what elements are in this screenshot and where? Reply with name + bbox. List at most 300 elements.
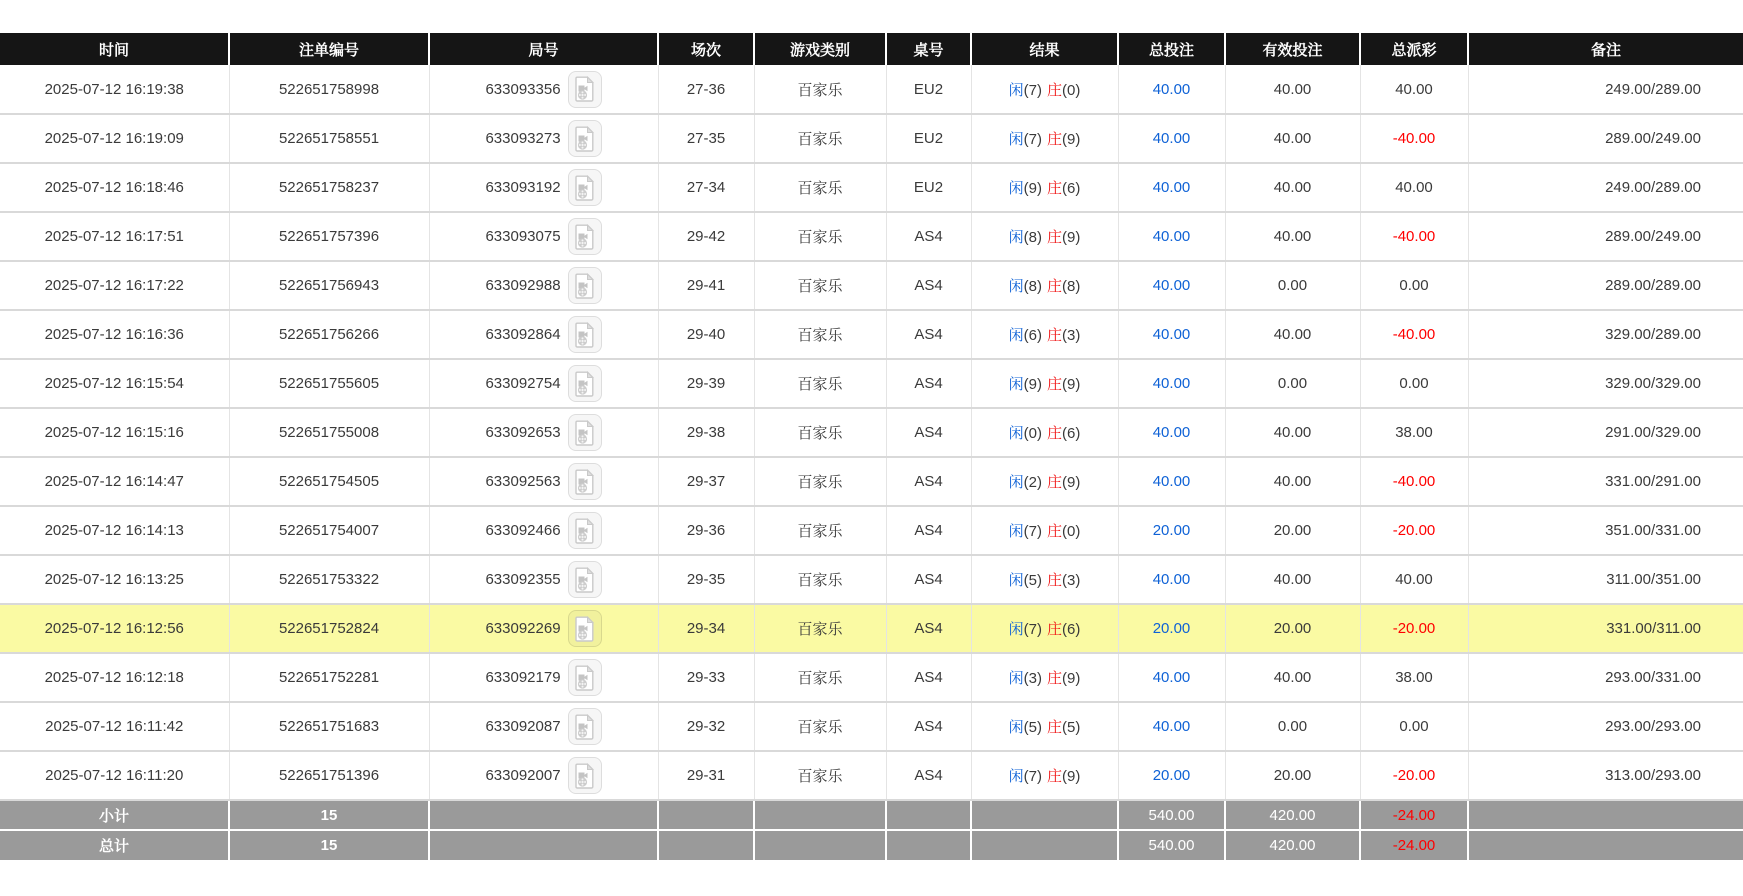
player-label: 闲 [1008, 131, 1024, 148]
round-number: 633092864 [485, 326, 561, 343]
round-number: 633093192 [485, 179, 561, 196]
round-cell [429, 212, 658, 261]
total-bet-link[interactable]: 20.00 [1152, 767, 1191, 784]
total-bet-link[interactable]: 40.00 [1152, 424, 1191, 441]
payout-cell: -20.00 [1360, 604, 1468, 653]
video-replay-icon [574, 763, 596, 789]
banker-score: (6) [1062, 180, 1081, 197]
video-replay-button[interactable] [568, 561, 602, 598]
round-number: 633092007 [485, 767, 561, 784]
video-replay-button[interactable] [568, 708, 602, 745]
result-player [1009, 131, 1042, 148]
player-label: 闲 [1008, 278, 1024, 295]
video-replay-button[interactable] [568, 169, 602, 206]
remark-cell: 351.00/331.00 [1468, 506, 1743, 555]
remark-cell: 293.00/293.00 [1468, 702, 1743, 751]
total-bet-cell [1118, 506, 1225, 555]
bet-id-cell: 522651757396 [229, 212, 429, 261]
bet-id-cell: 522651754505 [229, 457, 429, 506]
banker-score: (9) [1062, 670, 1081, 687]
session-cell: 29-34 [658, 604, 754, 653]
table-row[interactable] [0, 653, 1743, 702]
result-banker [1047, 719, 1080, 736]
payout-cell: 40.00 [1360, 163, 1468, 212]
banker-label: 庄 [1047, 81, 1063, 99]
valid-bet-cell: 40.00 [1225, 114, 1360, 163]
player-score: (9) [1023, 180, 1042, 197]
total-bet-link[interactable]: 40.00 [1152, 277, 1191, 294]
total-bet-cell [1118, 408, 1225, 457]
remark-cell: 329.00/329.00 [1468, 359, 1743, 408]
player-score: (8) [1023, 278, 1042, 295]
player-score: (3) [1023, 670, 1042, 687]
game-type-cell: 百家乐 [754, 604, 886, 653]
column-header: 总投注 [1118, 33, 1225, 65]
video-replay-icon [574, 126, 596, 152]
table-no-cell: AS4 [886, 212, 971, 261]
payout-cell: 0.00 [1360, 702, 1468, 751]
video-replay-button[interactable] [568, 267, 602, 304]
session-cell: 29-41 [658, 261, 754, 310]
table-row[interactable] [0, 506, 1743, 555]
video-replay-icon [574, 714, 596, 740]
column-header: 场次 [658, 33, 754, 65]
banker-label: 庄 [1047, 768, 1063, 785]
remark-cell: 291.00/329.00 [1468, 408, 1743, 457]
video-replay-icon [574, 518, 596, 544]
result-cell [971, 604, 1118, 653]
round-cell [429, 408, 658, 457]
banker-label: 庄 [1047, 572, 1063, 589]
video-replay-button[interactable] [568, 659, 602, 696]
table-header [0, 33, 1743, 65]
round-cell [429, 506, 658, 555]
payout-cell: -40.00 [1360, 457, 1468, 506]
total-bet-link[interactable]: 40.00 [1152, 80, 1191, 98]
payout-cell: 40.00 [1360, 65, 1468, 114]
result-banker [1047, 180, 1080, 197]
time-cell: 2025-07-12 16:18:46 [0, 163, 229, 212]
banker-label: 庄 [1047, 523, 1063, 540]
total-bet-link[interactable]: 40.00 [1152, 375, 1191, 392]
game-type-cell: 百家乐 [754, 114, 886, 163]
round-cell [429, 163, 658, 212]
bet-id-cell: 522651755605 [229, 359, 429, 408]
table-row[interactable] [0, 212, 1743, 261]
subtotal-empty-cell [886, 800, 971, 830]
video-replay-button[interactable] [568, 120, 602, 157]
column-header: 总派彩 [1360, 33, 1468, 65]
player-label: 闲 [1008, 425, 1024, 442]
result-cell [971, 212, 1118, 261]
subtotal-empty-cell [429, 800, 658, 830]
valid-bet-cell: 0.00 [1225, 359, 1360, 408]
banker-label: 庄 [1047, 229, 1063, 246]
banker-label: 庄 [1047, 719, 1063, 736]
video-replay-icon [574, 224, 596, 250]
result-player [1009, 670, 1042, 687]
total-bet-link[interactable]: 20.00 [1152, 620, 1191, 637]
total-bet-link[interactable]: 40.00 [1152, 571, 1191, 588]
result-banker [1047, 572, 1080, 589]
player-score: (7) [1023, 768, 1042, 785]
bet-id-cell: 522651758998 [229, 65, 429, 114]
video-replay-icon [574, 665, 596, 691]
table-row[interactable] [0, 408, 1743, 457]
game-type-cell: 百家乐 [754, 212, 886, 261]
valid-bet-cell: 20.00 [1225, 751, 1360, 800]
remark-cell: 311.00/351.00 [1468, 555, 1743, 604]
total-bet-cell [1118, 702, 1225, 751]
banker-label: 庄 [1047, 180, 1063, 197]
total-empty-cell [429, 830, 658, 860]
banker-label: 庄 [1047, 474, 1063, 491]
table-no-cell: AS4 [886, 751, 971, 800]
player-score: (7) [1023, 523, 1042, 540]
time-cell: 2025-07-12 16:15:54 [0, 359, 229, 408]
table-row[interactable] [0, 114, 1743, 163]
result-banker [1047, 376, 1080, 393]
time-cell: 2025-07-12 16:11:20 [0, 751, 229, 800]
table-row[interactable] [0, 702, 1743, 751]
remark-cell: 329.00/289.00 [1468, 310, 1743, 359]
result-banker [1047, 425, 1080, 442]
player-label: 闲 [1008, 81, 1024, 99]
game-type-cell: 百家乐 [754, 653, 886, 702]
subtotal-empty-cell [971, 800, 1118, 830]
payout-cell: -20.00 [1360, 751, 1468, 800]
total-empty-cell [754, 830, 886, 860]
round-cell [429, 604, 658, 653]
column-header: 有效投注 [1225, 33, 1360, 65]
bet-records-table [0, 33, 1743, 860]
round-cell [429, 310, 658, 359]
total-bet-cell [1118, 457, 1225, 506]
result-player [1009, 180, 1042, 197]
result-cell [971, 359, 1118, 408]
player-score: (6) [1023, 327, 1042, 344]
game-type-cell: 百家乐 [754, 457, 886, 506]
subtotal-payout: -24.00 [1360, 800, 1468, 830]
result-player [1009, 474, 1042, 491]
total-bet-cell [1118, 212, 1225, 261]
result-player [1009, 376, 1042, 393]
video-replay-button[interactable] [568, 512, 602, 549]
remark-cell: 331.00/291.00 [1468, 457, 1743, 506]
table-row[interactable] [0, 359, 1743, 408]
table-row[interactable] [0, 555, 1743, 604]
round-number: 633092179 [485, 669, 561, 686]
bet-id-cell: 522651756266 [229, 310, 429, 359]
round-number: 633092087 [485, 718, 561, 735]
table-no-cell: AS4 [886, 310, 971, 359]
time-cell: 2025-07-12 16:16:36 [0, 310, 229, 359]
time-cell: 2025-07-12 16:19:38 [0, 65, 229, 114]
result-banker [1047, 327, 1080, 344]
video-replay-button[interactable] [568, 365, 602, 402]
video-replay-icon [574, 322, 596, 348]
valid-bet-cell: 0.00 [1225, 702, 1360, 751]
total-bet-cell [1118, 555, 1225, 604]
player-label: 闲 [1008, 572, 1024, 589]
table-row[interactable] [0, 310, 1743, 359]
result-banker [1047, 474, 1080, 491]
result-cell [971, 653, 1118, 702]
bet-id-cell: 522651753322 [229, 555, 429, 604]
table-no-cell: EU2 [886, 65, 971, 114]
payout-cell: 38.00 [1360, 653, 1468, 702]
video-replay-icon [574, 469, 596, 495]
subtotal-empty-cell [658, 800, 754, 830]
table-row[interactable] [0, 457, 1743, 506]
valid-bet-cell: 40.00 [1225, 65, 1360, 114]
round-number: 633092563 [485, 473, 561, 490]
subtotal-valid-bet: 420.00 [1225, 800, 1360, 830]
session-cell: 29-37 [658, 457, 754, 506]
result-banker [1047, 278, 1080, 295]
column-header: 时间 [0, 33, 229, 65]
session-cell: 27-34 [658, 163, 754, 212]
game-type-cell: 百家乐 [754, 408, 886, 457]
table-no-cell: AS4 [886, 408, 971, 457]
column-header: 局号 [429, 33, 658, 65]
round-cell [429, 359, 658, 408]
valid-bet-cell: 40.00 [1225, 163, 1360, 212]
subtotal-count: 15 [229, 800, 429, 830]
remark-cell: 289.00/249.00 [1468, 212, 1743, 261]
session-cell: 29-36 [658, 506, 754, 555]
video-replay-icon [574, 175, 596, 201]
game-type-cell: 百家乐 [754, 751, 886, 800]
result-cell [971, 310, 1118, 359]
video-replay-icon [574, 616, 596, 642]
table-row[interactable] [0, 751, 1743, 800]
column-header: 备注 [1468, 33, 1743, 65]
game-type-cell: 百家乐 [754, 702, 886, 751]
bet-id-cell: 522651758551 [229, 114, 429, 163]
bet-id-cell: 522651751683 [229, 702, 429, 751]
banker-score: (3) [1062, 572, 1081, 589]
payout-cell: 40.00 [1360, 555, 1468, 604]
banker-label: 庄 [1047, 131, 1063, 148]
game-type-cell: 百家乐 [754, 506, 886, 555]
session-cell: 29-33 [658, 653, 754, 702]
subtotal-empty-cell [754, 800, 886, 830]
remark-cell: 249.00/289.00 [1468, 163, 1743, 212]
player-score: (5) [1023, 572, 1042, 589]
column-header: 桌号 [886, 33, 971, 65]
total-label: 总计 [0, 830, 229, 860]
round-number: 633093356 [485, 80, 561, 98]
round-number: 633092466 [485, 522, 561, 539]
round-number: 633092653 [485, 424, 561, 441]
player-score: (7) [1023, 131, 1042, 148]
banker-score: (9) [1062, 131, 1081, 148]
total-bet-cell [1118, 653, 1225, 702]
banker-score: (9) [1062, 768, 1081, 785]
valid-bet-cell: 40.00 [1225, 457, 1360, 506]
video-replay-icon [574, 273, 596, 299]
table-no-cell: AS4 [886, 457, 971, 506]
valid-bet-cell: 40.00 [1225, 310, 1360, 359]
table-no-cell: EU2 [886, 163, 971, 212]
player-score: (2) [1023, 474, 1042, 491]
total-bet-link[interactable]: 40.00 [1152, 326, 1191, 343]
bet-id-cell: 522651751396 [229, 751, 429, 800]
table-no-cell: AS4 [886, 555, 971, 604]
total-empty-cell [886, 830, 971, 860]
valid-bet-cell: 40.00 [1225, 653, 1360, 702]
result-cell [971, 702, 1118, 751]
video-replay-button[interactable] [568, 414, 602, 451]
result-player [1009, 229, 1042, 246]
result-cell [971, 408, 1118, 457]
payout-cell: -40.00 [1360, 310, 1468, 359]
round-cell [429, 751, 658, 800]
bet-id-cell: 522651754007 [229, 506, 429, 555]
time-cell: 2025-07-12 16:17:22 [0, 261, 229, 310]
video-replay-button[interactable] [568, 463, 602, 500]
round-cell [429, 261, 658, 310]
table-no-cell: AS4 [886, 702, 971, 751]
video-replay-icon [574, 76, 596, 102]
column-header: 游戏类别 [754, 33, 886, 65]
subtotal-row [0, 800, 1743, 830]
banker-score: (9) [1062, 474, 1081, 491]
session-cell: 27-35 [658, 114, 754, 163]
player-label: 闲 [1008, 621, 1024, 638]
column-header: 注单编号 [229, 33, 429, 65]
round-number: 633092355 [485, 571, 561, 588]
valid-bet-cell: 40.00 [1225, 212, 1360, 261]
video-replay-button[interactable] [568, 71, 602, 108]
round-cell [429, 653, 658, 702]
table-row[interactable] [0, 604, 1743, 653]
result-cell [971, 555, 1118, 604]
total-valid-bet: 420.00 [1225, 830, 1360, 860]
video-replay-button[interactable] [568, 757, 602, 794]
player-score: (7) [1023, 621, 1042, 638]
total-payout: -24.00 [1360, 830, 1468, 860]
banker-label: 庄 [1047, 278, 1063, 295]
banker-label: 庄 [1047, 670, 1063, 687]
table-row[interactable] [0, 261, 1743, 310]
table-row[interactable] [0, 65, 1743, 114]
total-bet-link[interactable]: 40.00 [1152, 179, 1191, 196]
result-banker [1047, 523, 1080, 540]
player-score: (8) [1023, 229, 1042, 246]
total-bet-link[interactable]: 40.00 [1152, 130, 1191, 147]
round-number: 633093075 [485, 228, 561, 245]
total-count: 15 [229, 830, 429, 860]
result-cell [971, 261, 1118, 310]
result-player [1009, 82, 1042, 99]
banker-score: (6) [1062, 425, 1081, 442]
remark-cell: 293.00/331.00 [1468, 653, 1743, 702]
session-cell: 29-40 [658, 310, 754, 359]
banker-label: 庄 [1047, 327, 1063, 344]
banker-score: (8) [1062, 278, 1081, 295]
table-no-cell: AS4 [886, 261, 971, 310]
remark-cell: 289.00/249.00 [1468, 114, 1743, 163]
total-total-bet: 540.00 [1118, 830, 1225, 860]
payout-cell: -20.00 [1360, 506, 1468, 555]
time-cell: 2025-07-12 16:12:18 [0, 653, 229, 702]
valid-bet-cell: 40.00 [1225, 555, 1360, 604]
subtotal-empty-cell [1468, 800, 1743, 830]
round-number: 633093273 [485, 130, 561, 147]
time-cell: 2025-07-12 16:12:56 [0, 604, 229, 653]
round-cell [429, 65, 658, 114]
total-bet-cell [1118, 114, 1225, 163]
banker-score: (9) [1062, 376, 1081, 393]
result-banker [1047, 621, 1080, 638]
player-label: 闲 [1008, 376, 1024, 393]
total-bet-link[interactable]: 40.00 [1152, 473, 1191, 490]
result-cell [971, 65, 1118, 114]
result-banker [1047, 229, 1080, 246]
result-cell [971, 114, 1118, 163]
bet-id-cell: 522651752281 [229, 653, 429, 702]
video-replay-button[interactable] [568, 610, 602, 647]
game-type-cell: 百家乐 [754, 310, 886, 359]
time-cell: 2025-07-12 16:17:51 [0, 212, 229, 261]
remark-cell: 289.00/289.00 [1468, 261, 1743, 310]
total-bet-cell [1118, 261, 1225, 310]
total-empty-cell [971, 830, 1118, 860]
time-cell: 2025-07-12 16:11:42 [0, 702, 229, 751]
round-number: 633092754 [485, 375, 561, 392]
time-cell: 2025-07-12 16:15:16 [0, 408, 229, 457]
table-row[interactable] [0, 163, 1743, 212]
result-banker [1047, 131, 1080, 148]
banker-label: 庄 [1047, 425, 1063, 442]
payout-cell: -40.00 [1360, 114, 1468, 163]
round-cell [429, 555, 658, 604]
player-label: 闲 [1008, 327, 1024, 344]
total-row [0, 830, 1743, 860]
total-bet-link[interactable]: 40.00 [1152, 669, 1191, 686]
result-player [1009, 327, 1042, 344]
payout-cell: 0.00 [1360, 359, 1468, 408]
subtotal-total-bet: 540.00 [1118, 800, 1225, 830]
banker-score: (6) [1062, 621, 1081, 638]
round-number: 633092988 [485, 277, 561, 294]
table-no-cell: AS4 [886, 359, 971, 408]
video-replay-button[interactable] [568, 316, 602, 353]
total-bet-link[interactable]: 20.00 [1152, 522, 1191, 539]
result-player [1009, 523, 1042, 540]
header-row [0, 33, 1743, 65]
video-replay-button[interactable] [568, 218, 602, 255]
game-type-cell: 百家乐 [754, 359, 886, 408]
round-cell [429, 702, 658, 751]
banker-score: (0) [1062, 81, 1081, 99]
total-bet-link[interactable]: 40.00 [1152, 228, 1191, 245]
table-no-cell: AS4 [886, 604, 971, 653]
total-bet-link[interactable]: 40.00 [1152, 718, 1191, 735]
result-cell [971, 457, 1118, 506]
session-cell: 29-35 [658, 555, 754, 604]
remark-cell: 331.00/311.00 [1468, 604, 1743, 653]
session-cell: 27-36 [658, 65, 754, 114]
round-cell [429, 114, 658, 163]
payout-cell: 38.00 [1360, 408, 1468, 457]
total-bet-cell [1118, 359, 1225, 408]
banker-score: (9) [1062, 229, 1081, 246]
result-banker [1047, 670, 1080, 687]
game-type-cell: 百家乐 [754, 163, 886, 212]
